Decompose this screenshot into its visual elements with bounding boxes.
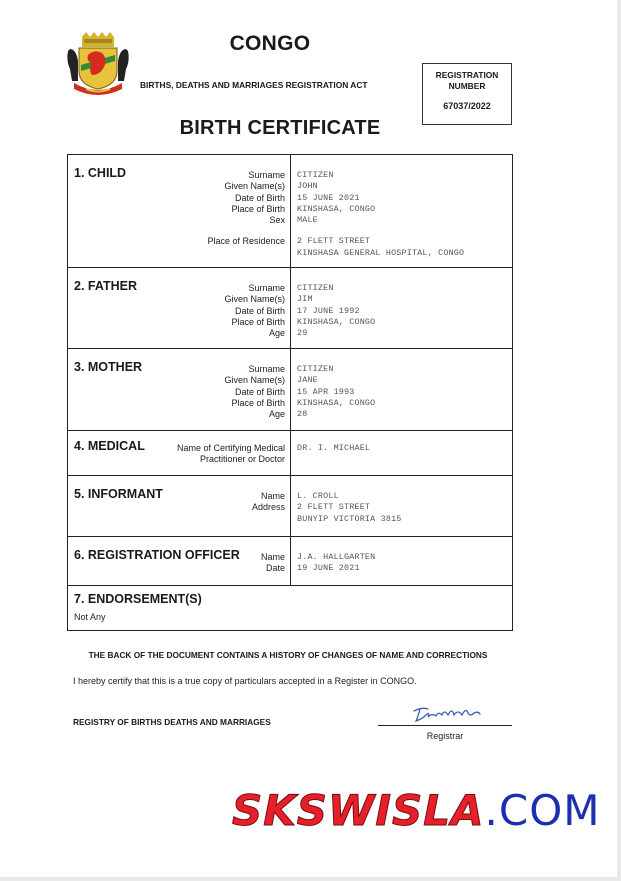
section-medical [68,431,512,476]
field-label: Given Name(s) [224,294,285,305]
informant-name: L. CROLL [297,491,339,501]
field-label: Surname [248,364,285,374]
field-label: Name [260,552,285,562]
child-surname: CITIZEN [297,170,334,180]
field-label: Date of Birth [234,386,285,397]
section-heading: 6. REGISTRATION OFFICER [74,548,240,562]
field-label: Age [268,409,285,420]
section-father [68,268,512,349]
field-label: Date [265,563,285,574]
child-residence-line2: KINSHASA GENERAL HOSPITAL, CONGO [297,247,465,258]
child-sex: MALE [297,215,318,226]
mother-surname: CITIZEN [297,364,334,374]
section-mother [68,349,512,431]
certificate-table [67,154,513,631]
father-surname: CITIZEN [297,283,334,293]
field-label: Date of Birth [234,192,285,203]
registration-act: BIRTHS, DEATHS AND MARRIAGES REGISTRATION ACT [140,80,368,90]
field-label: Given Name(s) [224,375,285,386]
section-heading: 7. ENDORSEMENT(S) [74,592,202,606]
field-label: Sex [269,215,285,226]
father-date-of-birth: 17 JUNE 1992 [297,305,360,316]
registration-number-box [422,63,512,125]
field-label: Name of Certifying Medical [176,443,285,453]
field-label: Surname [248,283,285,293]
field-label: Place of Birth [231,316,285,327]
field-label: Practitioner or Doctor [199,454,285,465]
watermark-part2: .COM [484,786,601,835]
page-edge-bottom [0,877,621,881]
field-label: Surname [248,170,285,180]
section-heading: 4. MEDICAL [74,439,145,453]
informant-address-line1: 2 FLETT STREET [297,502,371,513]
father-age: 29 [297,328,308,339]
back-of-document-note: THE BACK OF THE DOCUMENT CONTAINS A HISTORY OF CHANGES OF NAME AND CORRECTIONS [88,650,488,660]
registrar-signature [408,703,488,725]
field-label: Age [268,328,285,339]
field-label: Address [251,502,285,513]
child-given-names: JOHN [297,181,318,192]
document-title: BIRTH CERTIFICATE [179,117,381,139]
section-heading: 2. FATHER [74,279,137,293]
page-edge-right [617,0,621,881]
field-label: Place of Residence [207,236,285,247]
child-residence-line1: 2 FLETT STREET [297,236,371,247]
father-place-of-birth: KINSHASA, CONGO [297,316,376,327]
mother-place-of-birth: KINSHASA, CONGO [297,397,376,408]
section-heading: 1. CHILD [74,166,127,180]
informant-address-line2: BUNYIP VICTORIA 3815 [297,513,402,524]
field-label: Name [260,491,285,501]
medical-doctor: DR. I. MICHAEL [297,443,371,453]
mother-given-names: JANE [297,375,318,386]
mother-age: 28 [297,409,308,420]
field-label: Place of Birth [231,397,285,408]
certification-statement: I hereby certify that this is a true copy of particulars accepted in a Register in CONGO. [73,676,417,686]
signature-line [378,725,512,726]
section-informant [68,476,512,537]
field-label: Given Name(s) [224,181,285,192]
section-child [68,155,512,268]
field-label: Date of Birth [234,305,285,316]
coat-of-arms-icon [66,31,130,97]
section-heading: 3. MOTHER [74,360,143,374]
registration-number: 67037/2022 [443,101,491,111]
child-date-of-birth: 15 JUNE 2021 [297,192,360,203]
section-registration-officer [68,537,512,586]
field-label: Place of Birth [231,203,285,214]
registration-label-line1: REGISTRATION [435,70,499,80]
section-endorsement [68,586,512,630]
mother-date-of-birth: 15 APR 1993 [297,386,355,397]
registration-label-line2: NUMBER [448,81,486,91]
watermark-part1: SKSWISLA [232,786,485,835]
country-title: CONGO [229,32,311,55]
registrar-label: Registrar [426,731,464,741]
endorsement-note: Not Any [74,612,106,622]
father-given-names: JIM [297,294,313,305]
officer-date: 19 JUNE 2021 [297,563,360,574]
officer-name: J.A. HALLGARTEN [297,552,376,562]
section-heading: 5. INFORMANT [74,487,163,501]
registry-name: REGISTRY OF BIRTHS DEATHS AND MARRIAGES [73,717,271,727]
child-place-of-birth: KINSHASA, CONGO [297,203,376,214]
watermark [232,786,601,835]
